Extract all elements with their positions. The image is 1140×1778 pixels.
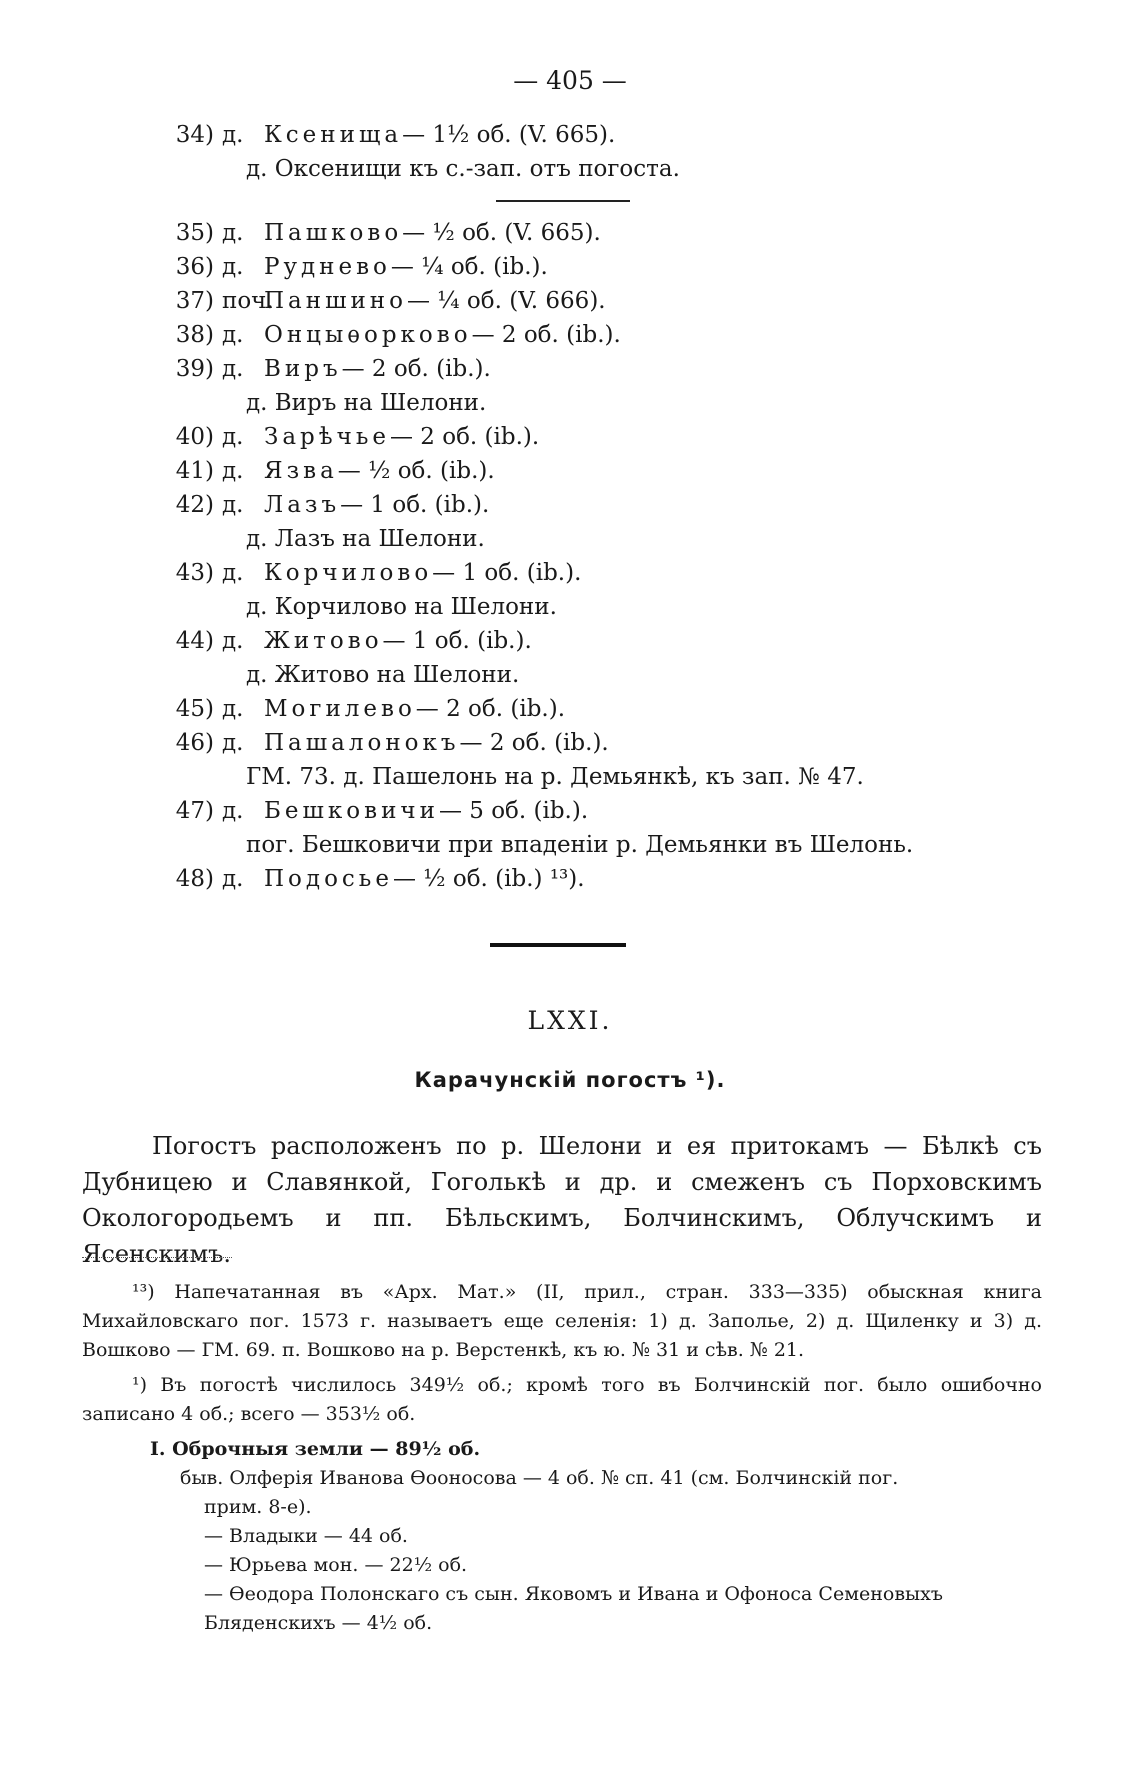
entry-row [140, 556, 1040, 590]
entry-number: 36) [175, 254, 214, 280]
intro-paragraph: Погостъ расположенъ по р. Шелони и ея притокамъ — Бѣлкѣ съ Дубницею и Славянкой, Гоголькѣ и др. и смеженъ съ Порховскимъ Окологородьемъ и пп. Бѣльскимъ, Болчинскимъ, Облучскимъ и Ясенскимъ. [82, 1132, 1042, 1268]
entry-row [140, 352, 1040, 386]
footnotes [82, 1278, 1042, 1638]
entry-name: Руднево [264, 254, 391, 280]
entry-name: Ксенища [264, 122, 403, 148]
entry-row [140, 624, 1040, 658]
entry-name: Онцыѳорково [264, 322, 472, 348]
entry-number: 37) [175, 288, 214, 314]
entry-type: д. [222, 730, 244, 756]
entry-number: 42) [175, 492, 214, 518]
land-first: быв. Олферія Иванова Ѳооносова — 4 об. № сп. 41 (см. Болчинскій пог. [180, 1467, 899, 1489]
entry-details: — ½ об. (V. 665). [402, 220, 601, 246]
entry-type: д. [222, 696, 244, 722]
land-item-cont: Бляденскихъ — 4½ об. [204, 1612, 433, 1634]
entry-number: 44) [175, 628, 214, 654]
separator-rule [496, 200, 630, 202]
entry-number: 47) [175, 798, 214, 824]
entry-name: Язва [264, 458, 338, 484]
lands-list [180, 1464, 1042, 1638]
entry-details: — 2 об. (ib.). [459, 730, 609, 756]
entry-note: д. Виръ на Шелони. [246, 390, 487, 416]
entry-name: Житово [264, 628, 383, 654]
entry-details: — 1½ об. (V. 665). [402, 122, 616, 148]
entry-details: — 1 об. (ib.). [432, 560, 582, 586]
entry-number: 45) [175, 696, 214, 722]
land-items [180, 1522, 1042, 1638]
entry-name: Зарѣчье [264, 424, 390, 450]
entry-name: Лазъ [264, 492, 341, 518]
entry-note: д. Житово на Шелони. [246, 662, 520, 688]
section-heading: Карачунскій погостъ ¹). [414, 1068, 726, 1092]
entry-row [140, 794, 1040, 828]
village-list-part-b [140, 216, 1040, 896]
entry-name: Виръ [264, 356, 342, 382]
entry-details: — ½ об. (ib.). [337, 458, 495, 484]
entry-note: д. Лазъ на Шелони. [246, 526, 485, 552]
entry-row [140, 250, 1040, 284]
entry-row [140, 488, 1040, 522]
entry-details: — 2 об. (ib.). [341, 356, 491, 382]
entry-row [140, 420, 1040, 454]
entry-type: поч. [222, 288, 274, 314]
village-list-part-a [140, 118, 1040, 186]
land-item: — Владыки — 44 об. [204, 1525, 408, 1547]
entry-type: д. [222, 356, 244, 382]
entry-row [140, 284, 1040, 318]
entry-details: — 2 об. (ib.). [471, 322, 621, 348]
lands-title: I. Оброчныя земли — 89½ об. [150, 1438, 481, 1460]
entry-details: — 2 об. (ib.). [389, 424, 540, 450]
section-number: LXXI. [527, 1006, 613, 1035]
village-list [140, 118, 1040, 896]
entry-details: — ½ об. (ib.) ¹³). [392, 866, 585, 892]
entry-type: д. [222, 458, 244, 484]
entry-details: — 1 об. (ib.). [340, 492, 490, 518]
entry-details: — 2 об. (ib.). [415, 696, 566, 722]
entry-row [140, 118, 1040, 152]
section-divider [490, 943, 626, 947]
entry-type: д. [222, 220, 244, 246]
entry-details: — 1 об. (ib.). [382, 628, 532, 654]
footnote-13: ¹³) Напечатанная въ «Арх. Мат.» (II, прил., стран. 333—335) обыскная книга Михайловскаго пог. 1573 г. называетъ еще селенія: 1) д. Заполье, 2) д. Щиленку и 3) д. Вошково — ГМ. 69. п. Вошково на р. Верстенкѣ, къ ю. № 31 и сѣв. № 21. [82, 1281, 1042, 1361]
entry-details: — 5 об. (ib.). [438, 798, 589, 824]
entry-number: 38) [175, 322, 214, 348]
entry-number: 39) [175, 356, 214, 382]
entry-name: Пашково [264, 220, 403, 246]
entry-name: Пашалонокъ [264, 730, 460, 756]
entry-name: Подосье [264, 866, 393, 892]
entry-row [140, 216, 1040, 250]
entry-type: д. [222, 122, 244, 148]
entry-number: 35) [175, 220, 214, 246]
entry-name: Паншино [264, 288, 407, 314]
entry-number: 34) [175, 122, 214, 148]
entry-details: — ¼ об. (V. 666). [407, 288, 606, 314]
footnote-rule [82, 1257, 232, 1258]
entry-row [140, 454, 1040, 488]
entry-type: д. [222, 492, 244, 518]
entry-row [140, 862, 1040, 896]
entry-number: 40) [175, 424, 214, 450]
entry-type: д. [222, 628, 244, 654]
entry-name: Бешковичи [264, 798, 439, 824]
entry-type: д. [222, 424, 244, 450]
entry-number: 43) [175, 560, 214, 586]
entry-name: Могилево [264, 696, 416, 722]
entry-number: 46) [175, 730, 214, 756]
entry-type: д. [222, 798, 244, 824]
land-item: — Ѳеодора Полонскаго съ сын. Яковомъ и Ивана и Офоноса Семеновыхъ [204, 1583, 943, 1605]
entry-note: ГМ. 73. д. Пашелонь на р. Демьянкѣ, къ зап. № 47. [246, 764, 864, 790]
land-first-cont: прим. 8-е). [204, 1496, 312, 1518]
entry-name: Корчилово [264, 560, 433, 586]
entry-details: — ¼ об. (ib.). [390, 254, 548, 280]
entry-type: д. [222, 866, 244, 892]
entry-number: 48) [175, 866, 214, 892]
entry-type: д. [222, 254, 244, 280]
footnote-1: ¹) Въ погостѣ числилось 349½ об.; кромѣ того въ Болчинскій пог. было ошибочно записано 4 об.; всего — 353½ об. [82, 1374, 1042, 1425]
land-item: — Юрьева мон. — 22½ об. [204, 1554, 468, 1576]
entry-row [140, 726, 1040, 760]
entry-row [140, 318, 1040, 352]
page-number: — 405 — [513, 66, 627, 95]
entry-note: д. Оксенищи къ с.-зап. отъ погоста. [246, 156, 680, 182]
entry-type: д. [222, 322, 244, 348]
entry-note: пог. Бешковичи при впаденіи р. Демьянки въ Шелонь. [246, 832, 914, 858]
entry-type: д. [222, 560, 244, 586]
entry-note: д. Корчилово на Шелони. [246, 594, 557, 620]
entry-number: 41) [175, 458, 214, 484]
entry-row [140, 692, 1040, 726]
